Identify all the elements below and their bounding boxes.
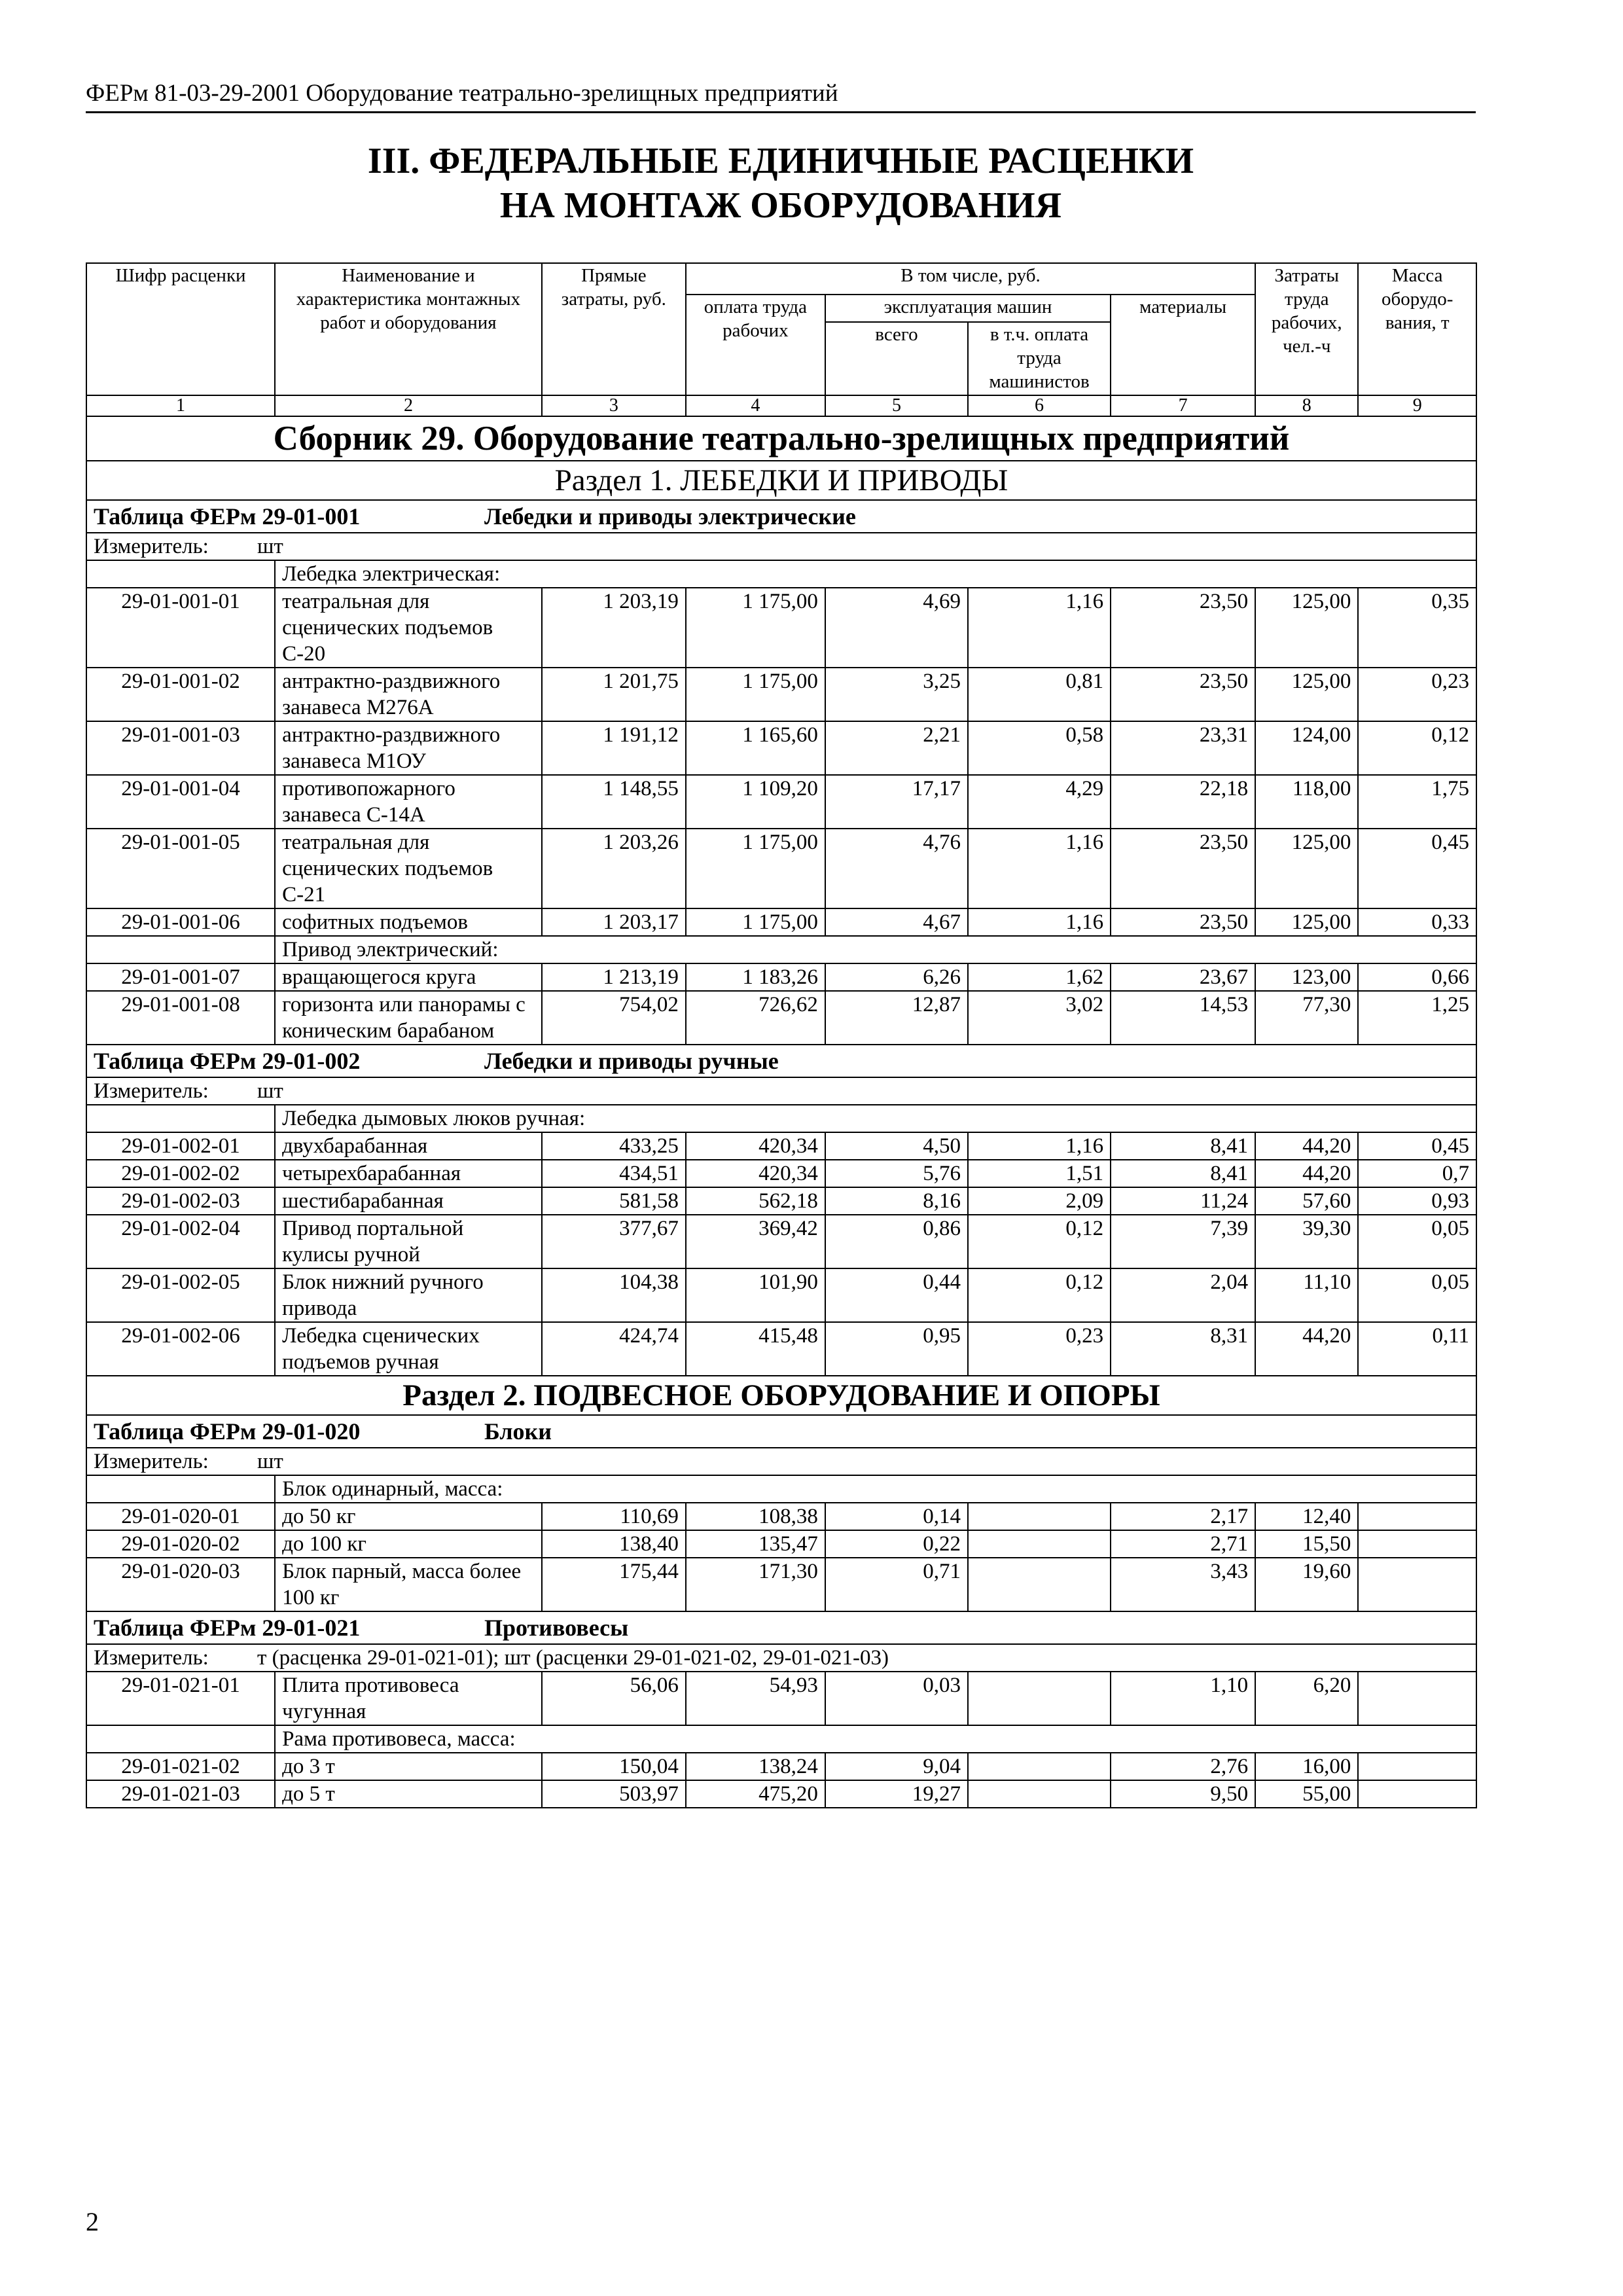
measure-label: Измеритель: [94,535,209,558]
measure-label: Измеритель: [94,1079,209,1103]
work-name: антрактно-раздвижного занавеса М1ОУ [275,721,542,775]
table-29-01-001 [86,500,1476,1045]
labor-hours: 39,30 [1255,1215,1358,1268]
rate-code: 29-01-020-01 [86,1503,275,1530]
rate-code: 29-01-001-06 [86,908,275,936]
table-header [86,1415,1476,1448]
work-name: Привод портальной кулисы ручной [275,1215,542,1268]
direct-cost: 754,02 [542,991,686,1045]
direct-cost: 110,69 [542,1503,686,1530]
measure-row [86,1644,1476,1672]
measure-cell [86,1644,1476,1672]
column-number: 5 [825,395,968,416]
table-29-01-020 [86,1415,1476,1611]
labor-pay: 1 175,00 [686,588,825,668]
equipment-mass: 0,7 [1358,1160,1476,1187]
labor-pay: 101,90 [686,1268,825,1322]
machine-labor: 0,58 [968,721,1111,775]
machine-total: 17,17 [825,775,968,829]
work-name: противопожарного занавеса С-14А [275,775,542,829]
table-row [86,1558,1476,1611]
table-29-01-002 [86,1045,1476,1376]
machine-total: 5,76 [825,1160,968,1187]
labor-hours: 124,00 [1255,721,1358,775]
group-spacer [86,560,275,588]
work-name: четырехбарабанная [275,1160,542,1187]
group-spacer [86,1475,275,1503]
machine-labor: 4,29 [968,775,1111,829]
equipment-mass: 0,35 [1358,588,1476,668]
measure-row [86,1077,1476,1105]
rate-code: 29-01-020-02 [86,1530,275,1558]
rate-code: 29-01-021-01 [86,1672,275,1725]
rate-code: 29-01-001-05 [86,829,275,908]
labor-pay: 1 183,26 [686,963,825,991]
labor-pay: 1 175,00 [686,908,825,936]
rate-code: 29-01-001-08 [86,991,275,1045]
materials: 8,41 [1111,1160,1255,1187]
group-spacer [86,1725,275,1753]
materials: 22,18 [1111,775,1255,829]
equipment-mass: 0,12 [1358,721,1476,775]
labor-hours: 6,20 [1255,1672,1358,1725]
col-header-labor-pay: оплата труда рабочих [686,295,825,395]
materials: 7,39 [1111,1215,1255,1268]
group-label: Блок одинарный, масса: [275,1475,1476,1503]
equipment-mass: 0,05 [1358,1215,1476,1268]
machine-total: 0,44 [825,1268,968,1322]
machine-total: 6,26 [825,963,968,991]
column-number: 1 [86,395,275,416]
labor-pay: 108,38 [686,1503,825,1530]
direct-cost: 1 203,26 [542,829,686,908]
column-number: 3 [542,395,686,416]
measure-unit: шт [257,1079,283,1103]
equipment-mass: 0,33 [1358,908,1476,936]
labor-hours: 125,00 [1255,829,1358,908]
measure-cell [86,1077,1476,1105]
col-header-labor-cost: Затраты труда рабочих, чел.-ч [1255,263,1358,395]
rate-code: 29-01-001-01 [86,588,275,668]
labor-hours: 57,60 [1255,1187,1358,1215]
labor-pay: 54,93 [686,1672,825,1725]
table-header-cell [86,1415,1476,1448]
col-header-including: В том числе, руб. [686,263,1255,295]
labor-pay: 138,24 [686,1753,825,1780]
table-code: Таблица ФЕРм 29-01-020 [94,1418,361,1444]
labor-hours: 123,00 [1255,963,1358,991]
table-header-cell [86,500,1476,533]
collection-title: Сборник 29. Оборудование театрально-зрелищных предприятий [86,416,1476,461]
machine-total: 0,86 [825,1215,968,1268]
labor-hours: 11,10 [1255,1268,1358,1322]
machine-total: 4,50 [825,1132,968,1160]
machine-labor: 0,12 [968,1268,1111,1322]
labor-pay: 726,62 [686,991,825,1045]
direct-cost: 1 203,19 [542,588,686,668]
table-row [86,1780,1476,1808]
materials: 23,50 [1111,668,1255,721]
materials: 23,31 [1111,721,1255,775]
measure-unit: шт [257,535,283,558]
direct-cost: 377,67 [542,1215,686,1268]
rate-code: 29-01-001-02 [86,668,275,721]
machine-total: 8,16 [825,1187,968,1215]
measure-unit: шт [257,1450,283,1473]
group-row [86,1725,1476,1753]
machine-labor [968,1530,1111,1558]
equipment-mass [1358,1753,1476,1780]
table-header-cell [86,1045,1476,1077]
measure-label: Измеритель: [94,1646,209,1670]
equipment-mass: 0,93 [1358,1187,1476,1215]
measure-row [86,1448,1476,1475]
materials: 9,50 [1111,1780,1255,1808]
measure-cell [86,533,1476,560]
work-name: Лебедка сценических подъемов ручная [275,1322,542,1376]
labor-pay: 415,48 [686,1322,825,1376]
labor-pay: 1 175,00 [686,829,825,908]
direct-cost: 1 201,75 [542,668,686,721]
materials: 2,17 [1111,1503,1255,1530]
machine-labor: 1,51 [968,1160,1111,1187]
page-title [86,139,1476,228]
measure-cell [86,1448,1476,1475]
rate-code: 29-01-002-06 [86,1322,275,1376]
machine-labor [968,1672,1111,1725]
rate-code: 29-01-020-03 [86,1558,275,1611]
equipment-mass [1358,1503,1476,1530]
machine-total: 9,04 [825,1753,968,1780]
table-name: Лебедки и приводы электрические [484,503,856,529]
col-header-direct: Прямые затраты, руб. [542,263,686,395]
labor-hours: 15,50 [1255,1530,1358,1558]
rate-code: 29-01-001-07 [86,963,275,991]
materials: 3,43 [1111,1558,1255,1611]
machine-labor: 3,02 [968,991,1111,1045]
rate-code: 29-01-002-02 [86,1160,275,1187]
labor-pay: 369,42 [686,1215,825,1268]
group-spacer [86,1105,275,1132]
labor-pay: 420,34 [686,1132,825,1160]
table-row [86,1215,1476,1268]
page-title-line-2: НА МОНТАЖ ОБОРУДОВАНИЯ [499,185,1062,226]
machine-labor [968,1753,1111,1780]
direct-cost: 581,58 [542,1187,686,1215]
work-name: до 3 т [275,1753,542,1780]
table-row [86,1187,1476,1215]
direct-cost: 424,74 [542,1322,686,1376]
direct-cost: 1 191,12 [542,721,686,775]
work-name: вращающегося круга [275,963,542,991]
machine-total: 0,14 [825,1503,968,1530]
col-header-mass: Масса оборудо-вания, т [1358,263,1476,395]
table-row [86,1268,1476,1322]
col-header-code: Шифр расценки [86,263,275,395]
table-code: Таблица ФЕРм 29-01-001 [94,503,361,529]
group-label: Рама противовеса, масса: [275,1725,1476,1753]
materials: 23,50 [1111,588,1255,668]
labor-pay: 475,20 [686,1780,825,1808]
work-name: до 5 т [275,1780,542,1808]
table-header [86,1611,1476,1644]
labor-pay: 135,47 [686,1530,825,1558]
work-name: двухбарабанная [275,1132,542,1160]
work-name: шестибарабанная [275,1187,542,1215]
labor-pay: 562,18 [686,1187,825,1215]
col-header-name: Наименование и характеристика монтажных работ и оборудования [275,263,542,395]
rate-code: 29-01-002-05 [86,1268,275,1322]
labor-hours: 19,60 [1255,1558,1358,1611]
table-29-01-021 [86,1611,1476,1808]
section-1-prefix: Раздел 1. [554,463,681,497]
equipment-mass: 0,45 [1358,829,1476,908]
measure-label: Измеритель: [94,1450,209,1473]
direct-cost: 434,51 [542,1160,686,1187]
equipment-mass [1358,1558,1476,1611]
labor-hours: 44,20 [1255,1132,1358,1160]
materials: 2,76 [1111,1753,1255,1780]
column-number: 7 [1111,395,1255,416]
labor-pay: 1 165,60 [686,721,825,775]
section-1-title [86,461,1476,500]
table-row [86,1160,1476,1187]
work-name: Блок парный, масса более 100 кг [275,1558,542,1611]
work-name: до 100 кг [275,1530,542,1558]
machine-labor: 1,16 [968,1132,1111,1160]
labor-hours: 16,00 [1255,1753,1358,1780]
rate-code: 29-01-001-03 [86,721,275,775]
col-header-machine-labor: в т.ч. оплата труда машинистов [968,322,1111,395]
table-name: Блоки [484,1418,552,1444]
direct-cost: 1 203,17 [542,908,686,936]
group-row [86,560,1476,588]
column-number: 2 [275,395,542,416]
col-header-materials: материалы [1111,295,1255,395]
direct-cost: 104,38 [542,1268,686,1322]
direct-cost: 433,25 [542,1132,686,1160]
table-name: Лебедки и приводы ручные [484,1048,779,1074]
work-name: до 50 кг [275,1503,542,1530]
rate-code: 29-01-001-04 [86,775,275,829]
materials: 2,71 [1111,1530,1255,1558]
running-header: ФЕРм 81-03-29-2001 Оборудование театрально-зрелищных предприятий [86,77,1476,113]
materials: 2,04 [1111,1268,1255,1322]
table-row [86,1753,1476,1780]
machine-labor: 1,16 [968,908,1111,936]
labor-pay: 420,34 [686,1160,825,1187]
machine-total: 4,69 [825,588,968,668]
equipment-mass: 1,25 [1358,991,1476,1045]
machine-total: 4,67 [825,908,968,936]
table-row [86,908,1476,936]
table-row [86,1132,1476,1160]
group-row [86,1475,1476,1503]
group-label: Лебедка дымовых люков ручная: [275,1105,1476,1132]
rate-code: 29-01-002-01 [86,1132,275,1160]
rates-table [86,262,1477,1808]
column-number-row [86,395,1476,416]
work-name: Блок нижний ручного привода [275,1268,542,1322]
column-number: 6 [968,395,1111,416]
measure-row [86,533,1476,560]
rate-code: 29-01-021-02 [86,1753,275,1780]
materials: 8,41 [1111,1132,1255,1160]
measure-unit: т (расценка 29-01-021-01); шт (расценки 29-01-021-02, 29-01-021-03) [257,1646,889,1670]
work-name: Плита противовеса чугунная [275,1672,542,1725]
table-row [86,829,1476,908]
machine-total: 0,22 [825,1530,968,1558]
table-header [86,1045,1476,1077]
table-header [86,500,1476,533]
direct-cost: 1 213,19 [542,963,686,991]
group-label: Привод электрический: [275,936,1476,963]
materials: 23,50 [1111,829,1255,908]
col-header-machine-total: всего [825,322,968,395]
table-row [86,1322,1476,1376]
work-name: театральная для сценических подъемов С-20 [275,588,542,668]
machine-total: 2,21 [825,721,968,775]
equipment-mass: 0,11 [1358,1322,1476,1376]
table-row [86,668,1476,721]
labor-hours: 44,20 [1255,1160,1358,1187]
table-row [86,721,1476,775]
rate-code: 29-01-002-04 [86,1215,275,1268]
direct-cost: 150,04 [542,1753,686,1780]
equipment-mass: 0,66 [1358,963,1476,991]
labor-pay: 1 175,00 [686,668,825,721]
materials: 23,50 [1111,908,1255,936]
work-name: софитных подъемов [275,908,542,936]
work-name: горизонта или панорамы с коническим барабаном [275,991,542,1045]
column-number: 9 [1358,395,1476,416]
materials: 8,31 [1111,1322,1255,1376]
labor-hours: 125,00 [1255,668,1358,721]
table-row [86,991,1476,1045]
equipment-mass [1358,1780,1476,1808]
direct-cost: 56,06 [542,1672,686,1725]
machine-total: 19,27 [825,1780,968,1808]
machine-labor: 0,81 [968,668,1111,721]
labor-hours: 12,40 [1255,1503,1358,1530]
table-header-cell [86,1611,1476,1644]
machine-labor [968,1558,1111,1611]
table-row [86,1672,1476,1725]
materials: 14,53 [1111,991,1255,1045]
machine-total: 0,71 [825,1558,968,1611]
labor-hours: 125,00 [1255,588,1358,668]
page-number: 2 [86,2207,99,2236]
work-name: антрактно-раздвижного занавеса М276А [275,668,542,721]
labor-hours: 77,30 [1255,991,1358,1045]
column-number: 8 [1255,395,1358,416]
table-name: Противовесы [484,1615,629,1641]
direct-cost: 503,97 [542,1780,686,1808]
machine-total: 0,03 [825,1672,968,1725]
equipment-mass: 0,45 [1358,1132,1476,1160]
materials: 1,10 [1111,1672,1255,1725]
machine-labor [968,1780,1111,1808]
labor-hours: 118,00 [1255,775,1358,829]
machine-total: 12,87 [825,991,968,1045]
machine-total: 4,76 [825,829,968,908]
equipment-mass: 0,05 [1358,1268,1476,1322]
machine-labor: 0,23 [968,1322,1111,1376]
labor-hours: 125,00 [1255,908,1358,936]
machine-labor: 0,12 [968,1215,1111,1268]
labor-hours: 55,00 [1255,1780,1358,1808]
direct-cost: 175,44 [542,1558,686,1611]
group-spacer [86,936,275,963]
column-number: 4 [686,395,825,416]
page-title-line-1: III. ФЕДЕРАЛЬНЫЕ ЕДИНИЧНЫЕ РАСЦЕНКИ [367,141,1194,181]
machine-labor [968,1503,1111,1530]
group-row [86,1105,1476,1132]
equipment-mass: 0,23 [1358,668,1476,721]
rate-code: 29-01-002-03 [86,1187,275,1215]
materials: 23,67 [1111,963,1255,991]
table-row [86,588,1476,668]
machine-labor: 1,62 [968,963,1111,991]
labor-hours: 44,20 [1255,1322,1358,1376]
table-code: Таблица ФЕРм 29-01-021 [94,1615,361,1641]
machine-total: 0,95 [825,1322,968,1376]
col-header-machine-op: эксплуатация машин [825,295,1111,322]
direct-cost: 1 148,55 [542,775,686,829]
table-row [86,1530,1476,1558]
machine-labor: 2,09 [968,1187,1111,1215]
rate-code: 29-01-021-03 [86,1780,275,1808]
group-label: Лебедка электрическая: [275,560,1476,588]
group-row [86,936,1476,963]
machine-labor: 1,16 [968,829,1111,908]
table-row [86,775,1476,829]
labor-pay: 171,30 [686,1558,825,1611]
direct-cost: 138,40 [542,1530,686,1558]
equipment-mass [1358,1530,1476,1558]
machine-total: 3,25 [825,668,968,721]
machine-labor: 1,16 [968,588,1111,668]
table-row [86,1503,1476,1530]
equipment-mass: 1,75 [1358,775,1476,829]
equipment-mass [1358,1672,1476,1725]
table-row [86,963,1476,991]
section-1-name: ЛЕБЕДКИ И ПРИВОДЫ [680,463,1008,497]
table-code: Таблица ФЕРм 29-01-002 [94,1048,361,1074]
labor-pay: 1 109,20 [686,775,825,829]
section-2-title: Раздел 2. ПОДВЕСНОЕ ОБОРУДОВАНИЕ И ОПОРЫ [86,1376,1476,1415]
work-name: театральная для сценических подъемов С-21 [275,829,542,908]
materials: 11,24 [1111,1187,1255,1215]
